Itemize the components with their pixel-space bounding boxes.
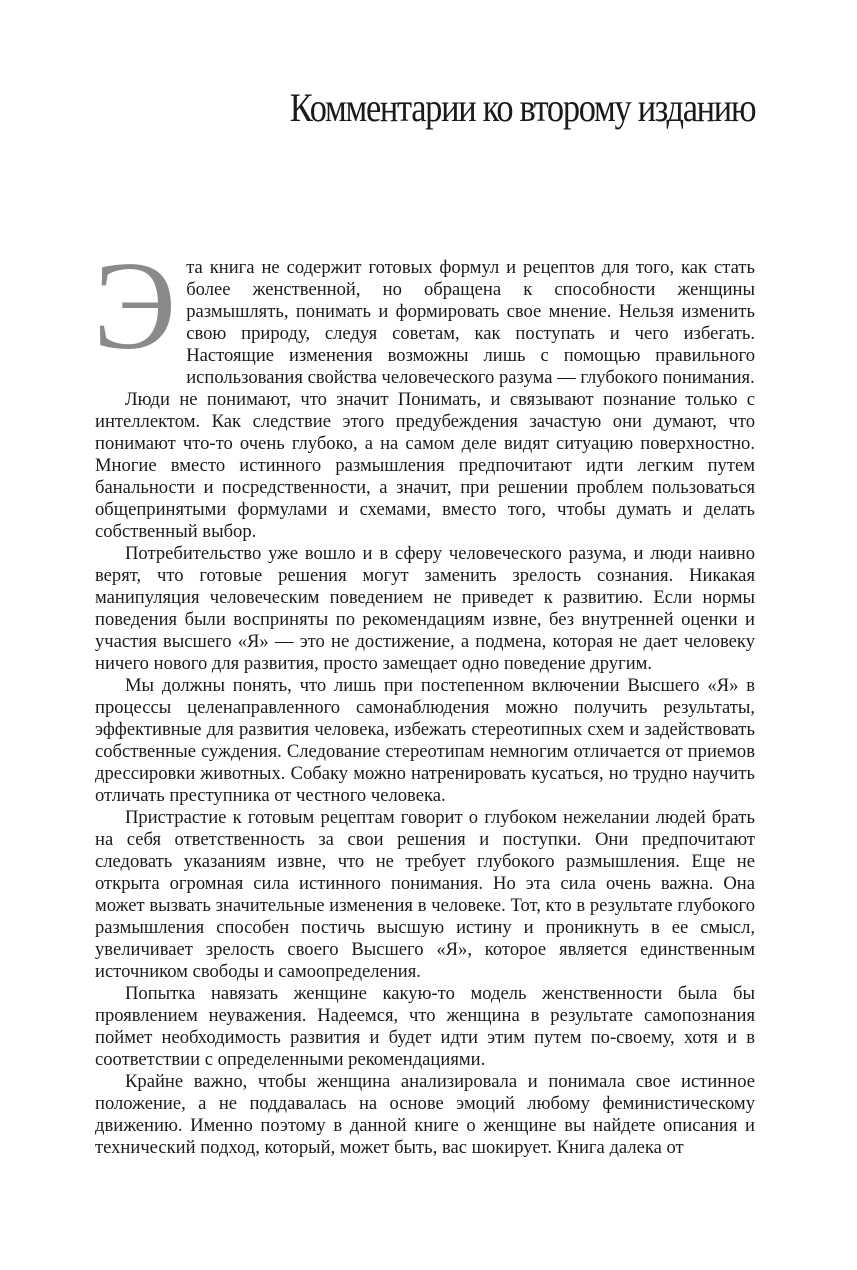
paragraph-5: Пристрастие к готовым рецептам говорит о глубоком нежелании людей брать на себя ответственность за свои решения и поступки. Они предпочитают следовать указаниям извне, что не требует глубокого размышления. Еще не открыта огромная сила истинного понимания. Но эта сила очень важна. Она может вызвать значительные изменения в человеке. Тот, кто в результате глубокого размышления способен постичь высшую истину и проникнуть в ее смысл, увеличивает зрелость своего Высшего «Я», которое является единственным источником свободы и самоопределения. <box>95 807 755 982</box>
drop-cap: Э <box>93 237 177 376</box>
paragraph-4: Мы должны понять, что лишь при постепенном включении Высшего «Я» в процессы целенаправленного самонаблюдения можно получить результаты, эффективные для развития человека, избежать стереотипных схем и задействовать собственные суждения. Следование стереотипам немногим отличается от приемов дрессировки животных. Собаку можно натренировать кусаться, но трудно научить отличать преступника от честного человека. <box>95 675 755 806</box>
paragraph-1-text: та книга не содержит готовых формул и рецептов для того, как стать более женственной, но обращена к способности женщины размышлять, понимать и формировать свое мнение. Нельзя изменить свою природу, следуя советам, как поступать и чего избегать. Настоящие изменения возможны лишь с помощью правильного использования свойства человеческого разума — глубокого понимания. <box>186 257 755 388</box>
paragraph-6: Попытка навязать женщине какую-то модель женственности была бы проявлением неуважения. Надеемся, что женщина в результате самопознания поймет необходимость развития и будет идти этим путем по-своему, хотя и в соответствии с определенными рекомендациями. <box>95 983 755 1070</box>
chapter-title: Комментарии ко второму изданию <box>289 85 755 130</box>
paragraph-7: Крайне важно, чтобы женщина анализировала и понимала свое истинное положение, а не поддавалась на основе эмоций любому феминистическому движению. Именно поэтому в данной книге о женщине вы найдете описания и технический подход, который, может быть, вас шокирует. Книга далека от <box>95 1071 755 1158</box>
body-text <box>93 237 755 1159</box>
paragraph-1 <box>93 237 755 389</box>
paragraph-3: Потребительство уже вошло и в сферу человеческого разума, и люди наивно верят, что готовые решения могут заменить зрелость сознания. Никакая манипуляция человеческим поведением не приведет к развитию. Если нормы поведения были восприняты по рекомендациям извне, без внутренней оценки и участия высшего «Я» — это не достижение, а подмена, которая не дает человеку ничего нового для развития, просто замещает одно поведение другим. <box>95 543 755 674</box>
paragraph-2: Люди не понимают, что значит Понимать, и связывают познание только с интеллектом. Как следствие этого предубеждения зачастую они думают, что понимают что-то очень глубоко, а на самом деле видят ситуацию поверхностно. Многие вместо истинного размышления предпочитают идти легким путем банальности и посредственности, а значит, при решении проблем пользоваться общепринятыми формулами и схемами, вместо того, чтобы думать и делать собственный выбор. <box>95 389 755 542</box>
